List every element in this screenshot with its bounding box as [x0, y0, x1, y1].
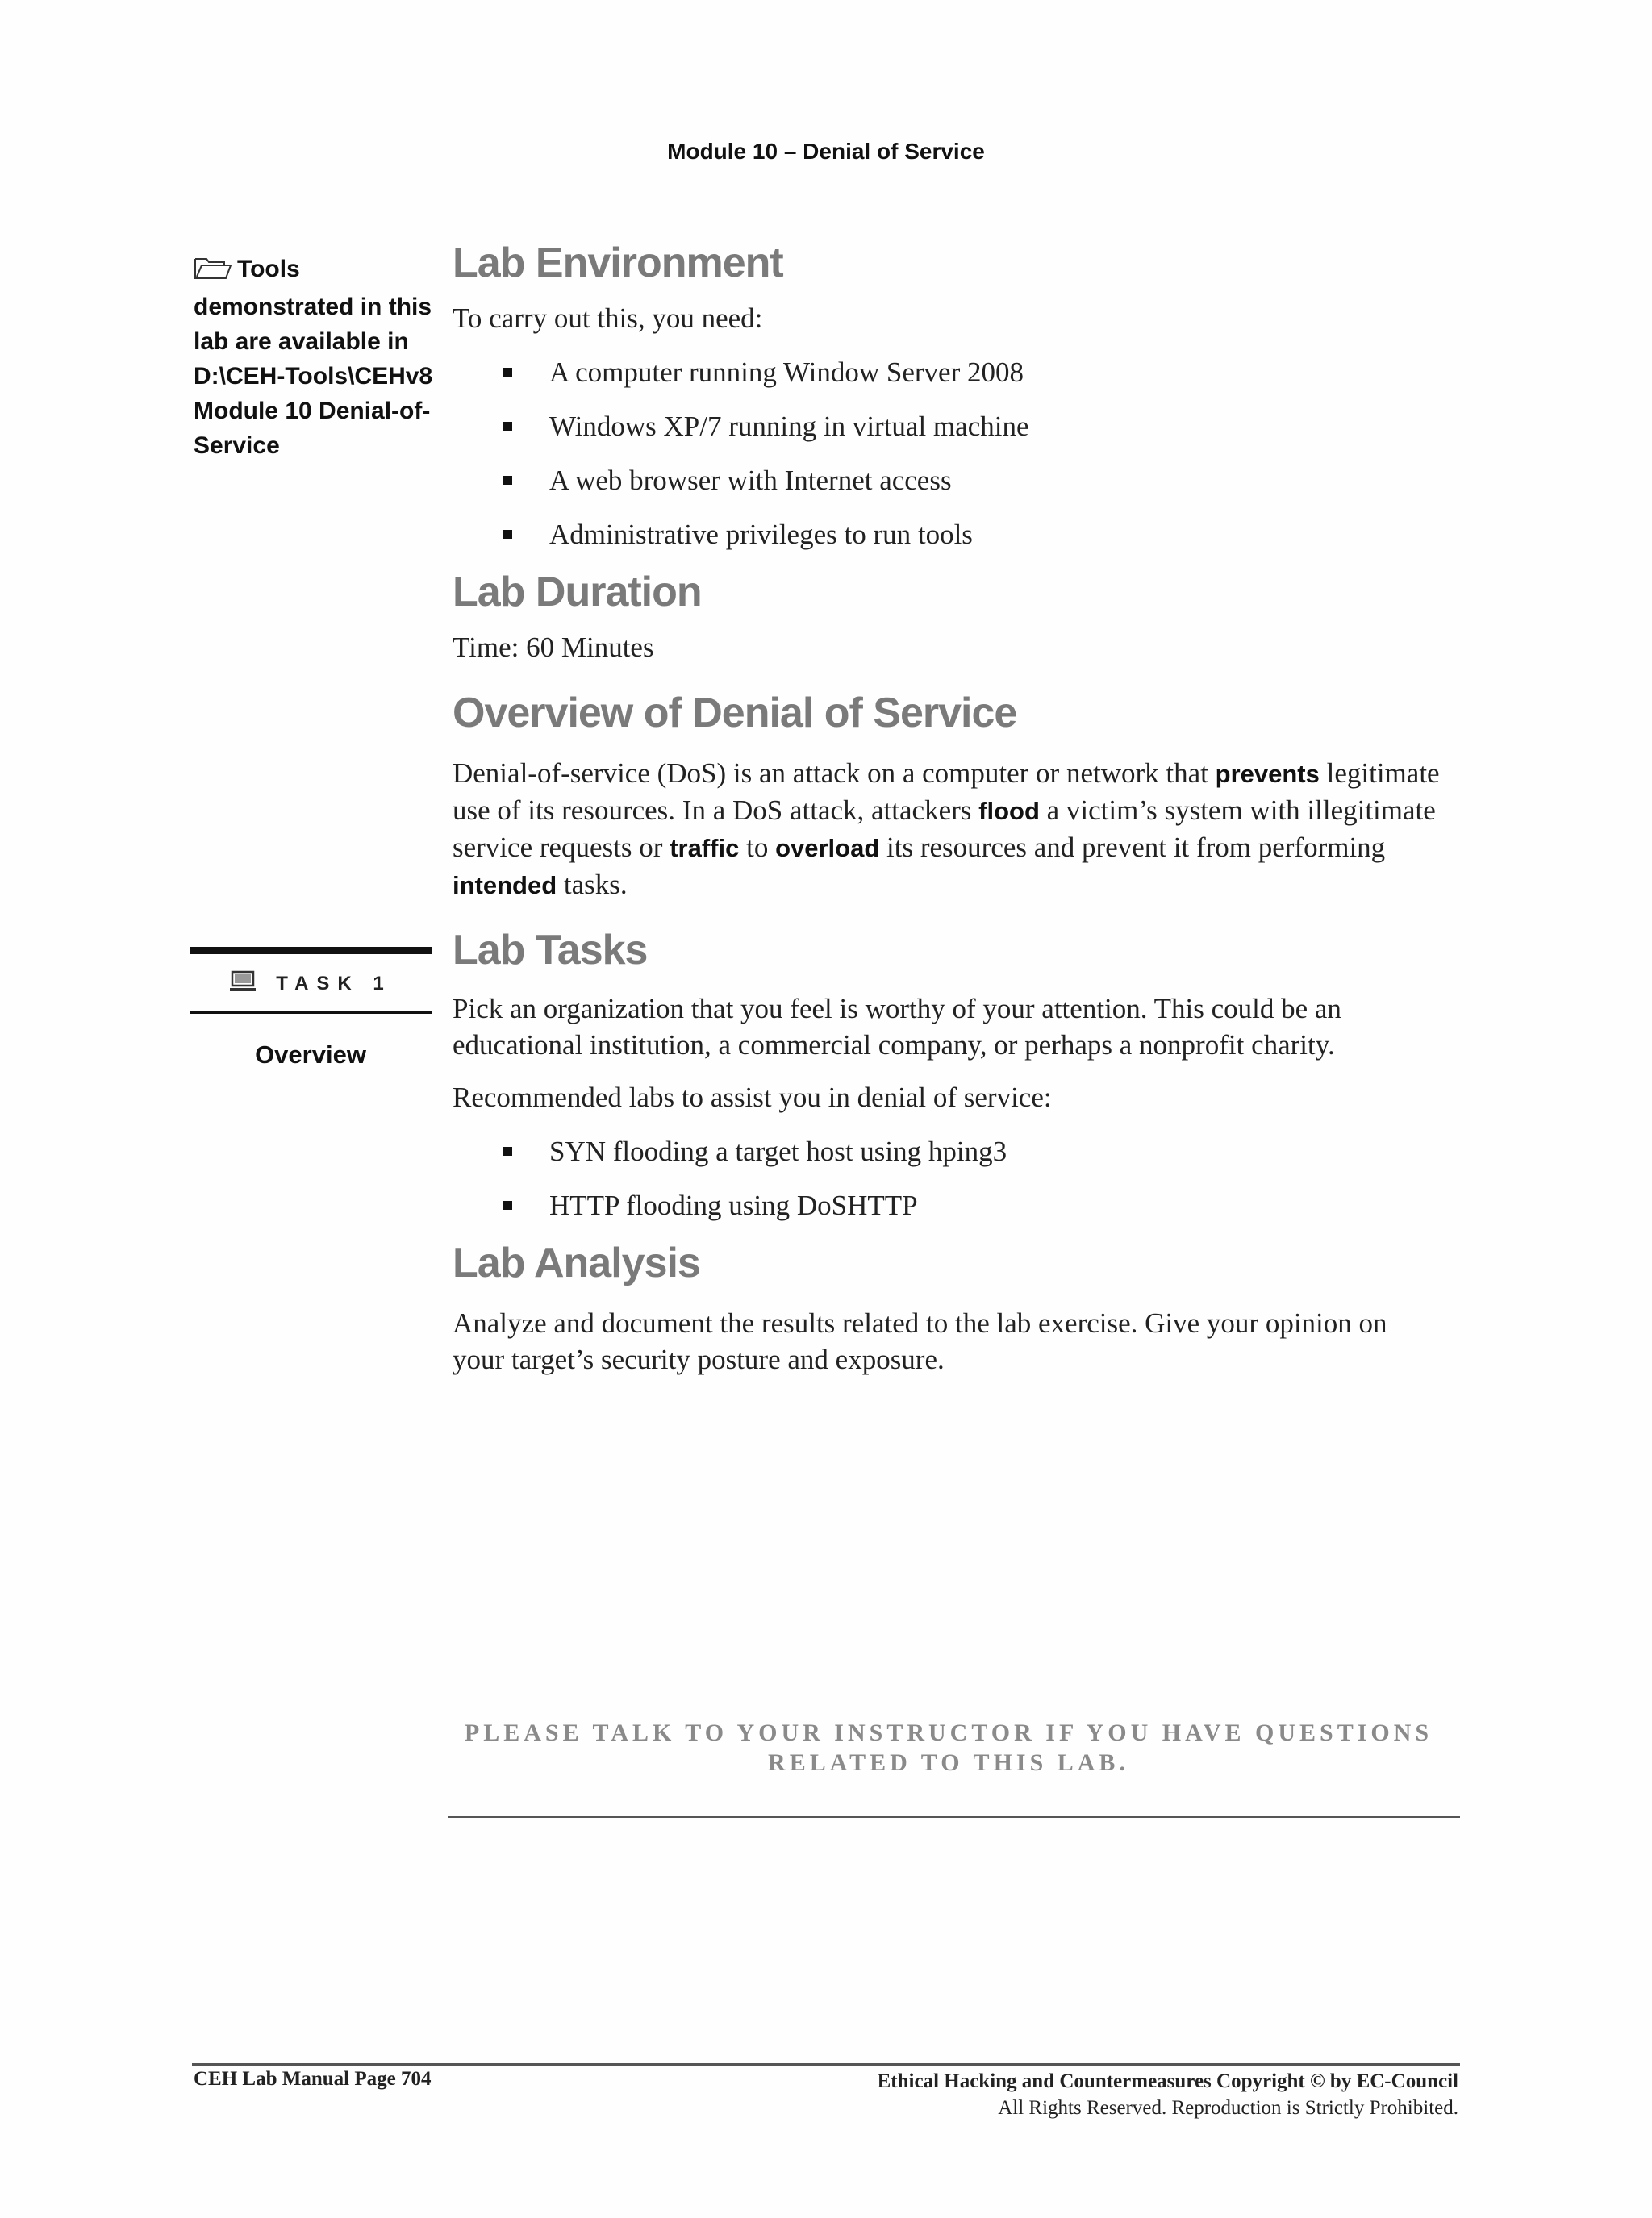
overview-heading: Overview of Denial of Service	[453, 690, 1017, 736]
tools-note-text: Tools demonstrated in this lab are available in D:\CEH-Tools\CEHv8 Module 10 Denial-of-Service	[194, 256, 433, 459]
list-item: A web browser with Internet access	[453, 453, 1445, 507]
tasks-list	[453, 1124, 1445, 1232]
notice-line-1: PLEASE TALK TO YOUR INSTRUCTOR IF YOU HAVE QUESTIONS	[464, 1720, 1433, 1746]
footer-divider	[192, 2063, 1460, 2066]
computer-icon	[229, 970, 257, 999]
rights-line: All Rights Reserved. Reproduction is Strictly Prohibited.	[998, 2097, 1458, 2119]
lab-environment-heading: Lab Environment	[453, 240, 783, 286]
main-content	[453, 234, 1445, 1378]
copyright-line: Ethical Hacking and Countermeasures Copyright © by EC-Council	[877, 2070, 1458, 2092]
list-item: SYN flooding a target host using hping3	[453, 1124, 1445, 1178]
instructor-notice	[453, 1718, 1445, 1778]
notice-line-2: RELATED TO THIS LAB.	[768, 1749, 1129, 1776]
lab-analysis-heading: Lab Analysis	[453, 1240, 700, 1286]
list-item: A computer running Window Server 2008	[453, 345, 1445, 399]
task-label-text: TASK 1	[276, 973, 392, 994]
overview-text: Denial-of-service (DoS) is an attack on a computer or network that prevents legitimate use of its resources. In a DoS attack, attackers flood a victim’s system with illegitimate service requests or traffic to overload its resources and prevent it from performing intended tasks.	[453, 757, 1440, 900]
task-rule-top	[190, 947, 432, 954]
lab-tasks-heading: Lab Tasks	[453, 927, 648, 974]
task-label	[190, 968, 432, 1000]
keyword: prevents	[1215, 760, 1320, 788]
environment-list	[453, 345, 1445, 561]
list-item: Windows XP/7 running in virtual machine	[453, 399, 1445, 453]
tasks-recommended: Recommended labs to assist you in denial of service:	[453, 1082, 1052, 1113]
keyword: flood	[978, 797, 1040, 825]
keyword: intended	[453, 871, 557, 899]
analysis-text: Analyze and document the results related to the lab exercise. Give your opinion on your target’s security posture and exposure.	[453, 1307, 1387, 1375]
tasks-paragraph: Pick an organization that you feel is worthy of your attention. This could be an educational institution, a commercial company, or perhaps a nonprofit charity.	[453, 993, 1341, 1061]
footer-page-label: CEH Lab Manual Page 704	[194, 2068, 432, 2090]
module-title: Module 10 – Denial of Service	[667, 139, 985, 164]
footer-copyright	[878, 2068, 1458, 2121]
environment-intro: To carry out this, you need:	[453, 302, 763, 334]
keyword: overload	[775, 834, 880, 862]
tools-note	[194, 252, 436, 463]
task-rule-bottom	[190, 1011, 432, 1014]
keyword: traffic	[670, 834, 740, 862]
duration-text: Time: 60 Minutes	[453, 632, 654, 663]
lab-duration-heading: Lab Duration	[453, 569, 702, 615]
notice-divider	[448, 1816, 1460, 1818]
list-item: HTTP flooding using DoSHTTP	[453, 1178, 1445, 1232]
task-title: Overview	[255, 1040, 366, 1069]
folder-icon	[194, 255, 232, 290]
list-item: Administrative privileges to run tools	[453, 507, 1445, 561]
